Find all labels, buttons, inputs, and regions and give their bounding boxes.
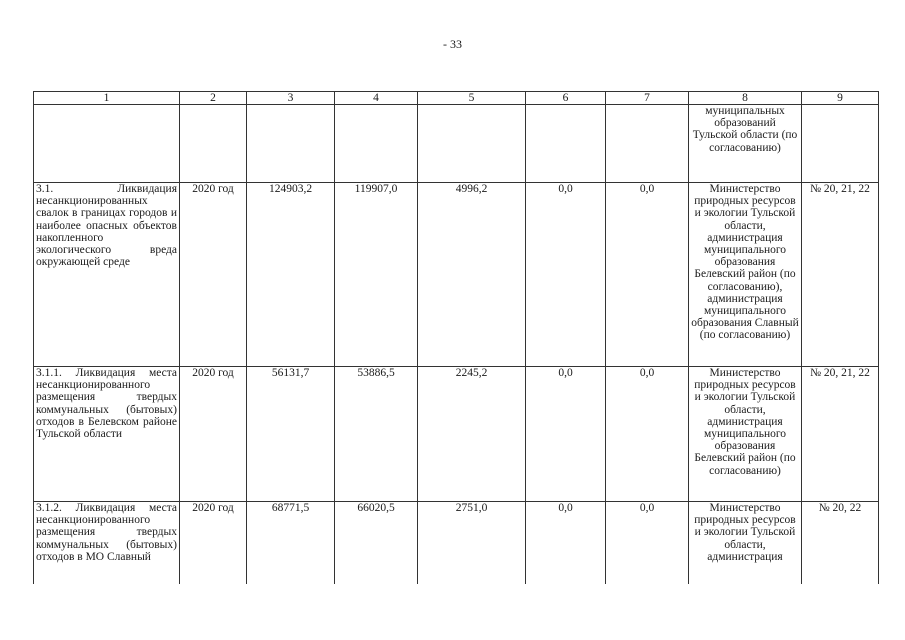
measure-cell: 3.1.2. Ликвидация места несанкционированного размещения твердых коммунальных (бытовых) отходов в МО Славный: [34, 502, 180, 584]
column-header: 8: [689, 92, 802, 105]
page-number: - 33: [443, 37, 462, 51]
amount-cell: 66020,5: [335, 502, 418, 584]
period-cell: 2020 год: [180, 367, 247, 502]
amount-cell: 2245,2: [418, 367, 526, 502]
indicator-cell: [802, 105, 879, 183]
period-cell: 2020 год: [180, 502, 247, 584]
table-row: [34, 183, 879, 367]
program-table: [33, 91, 879, 584]
column-header: 5: [418, 92, 526, 105]
table-row: [34, 105, 879, 183]
amount-cell: 0,0: [526, 502, 606, 584]
amount-cell: 4996,2: [418, 183, 526, 367]
amount-cell: [418, 105, 526, 183]
period-cell: 2020 год: [180, 183, 247, 367]
amount-cell: 68771,5: [247, 502, 335, 584]
column-header: 1: [34, 92, 180, 105]
measure-cell: [34, 105, 180, 183]
indicator-cell: № 20, 21, 22: [802, 183, 879, 367]
executor-cell: Министерство природных ресурсов и экологии Тульской области, администрация муниципального образования Белевский район (по согласованию), администрация муниципального образования Славный (по согласованию): [689, 183, 802, 367]
executor-cell: Министерство природных ресурсов и экологии Тульской области, администрация: [689, 502, 802, 584]
amount-cell: 2751,0: [418, 502, 526, 584]
column-header: 3: [247, 92, 335, 105]
column-header: 4: [335, 92, 418, 105]
measure-cell: 3.1. Ликвидация несанкционированных свалок в границах городов и наиболее опасных объектов накопленного экологического вреда окружающей среде: [34, 183, 180, 367]
amount-cell: [606, 105, 689, 183]
table-header-row: [34, 92, 879, 105]
indicator-cell: № 20, 21, 22: [802, 367, 879, 502]
indicator-cell: № 20, 22: [802, 502, 879, 584]
amount-cell: [247, 105, 335, 183]
table-row: [34, 502, 879, 584]
column-header: 2: [180, 92, 247, 105]
executor-cell: муниципальных образований Тульской области (по согласованию): [689, 105, 802, 183]
executor-cell: Министерство природных ресурсов и экологии Тульской области, администрация муниципального образования Белевский район (по согласованию): [689, 367, 802, 502]
amount-cell: [526, 105, 606, 183]
amount-cell: 0,0: [526, 367, 606, 502]
amount-cell: 0,0: [526, 183, 606, 367]
amount-cell: 0,0: [606, 367, 689, 502]
period-cell: [180, 105, 247, 183]
amount-cell: 124903,2: [247, 183, 335, 367]
table-row: [34, 367, 879, 502]
column-header: 7: [606, 92, 689, 105]
amount-cell: 0,0: [606, 502, 689, 584]
measure-cell: 3.1.1. Ликвидация места несанкционированного размещения твердых коммунальных (бытовых) отходов в Белевском районе Тульской области: [34, 367, 180, 502]
column-header: 9: [802, 92, 879, 105]
amount-cell: 0,0: [606, 183, 689, 367]
amount-cell: 53886,5: [335, 367, 418, 502]
amount-cell: [335, 105, 418, 183]
column-header: 6: [526, 92, 606, 105]
amount-cell: 119907,0: [335, 183, 418, 367]
amount-cell: 56131,7: [247, 367, 335, 502]
